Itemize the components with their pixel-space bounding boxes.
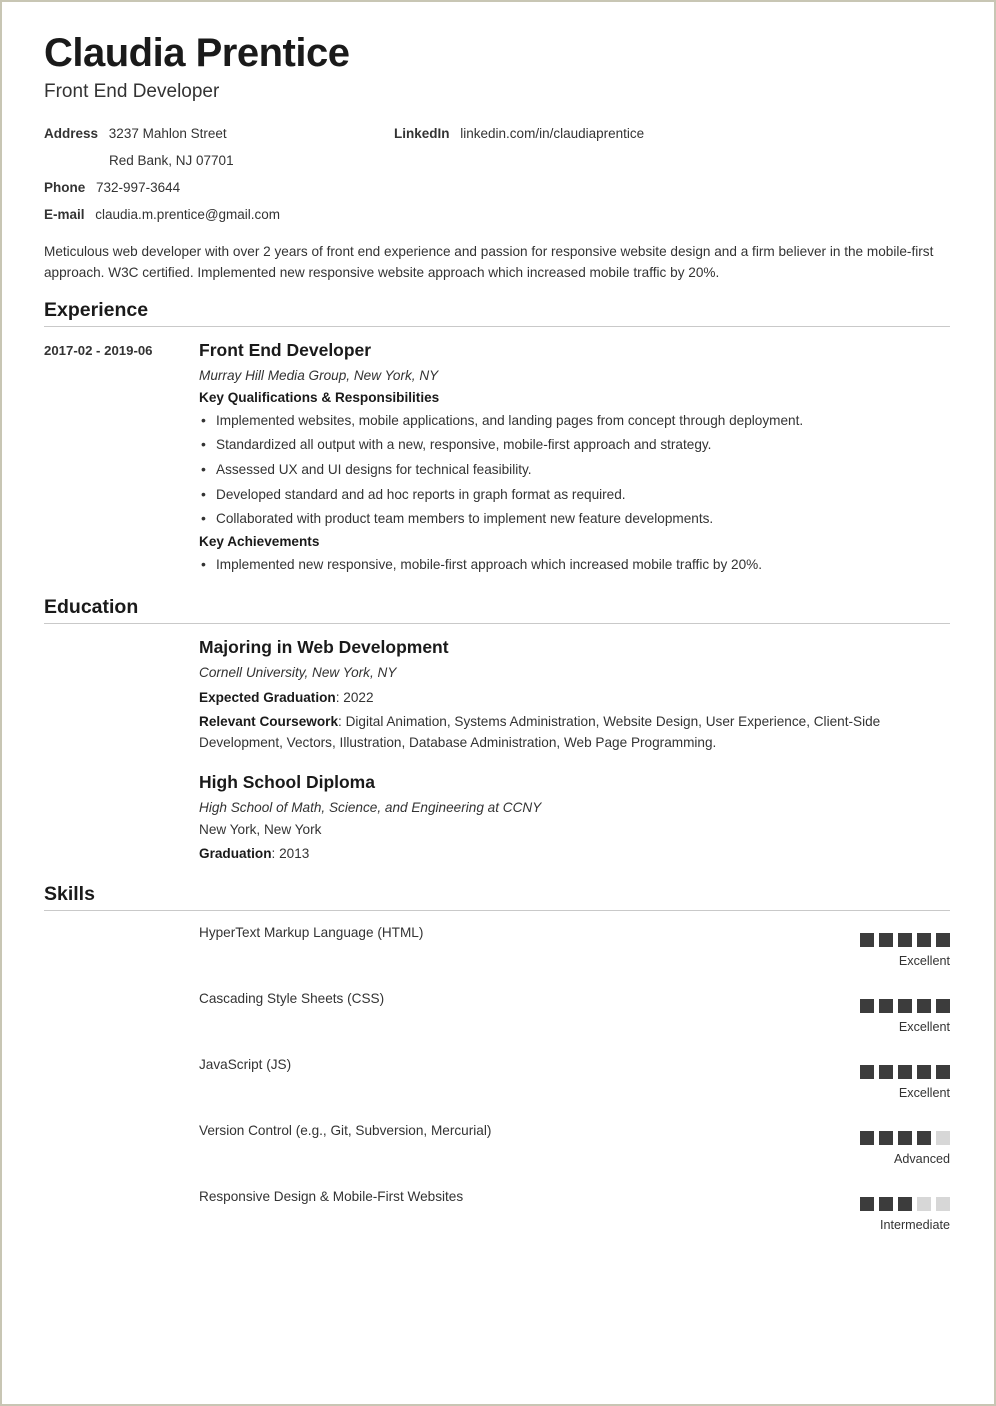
rating-square [860,1131,874,1145]
education-location: New York, New York [199,821,322,837]
rating-square [898,1197,912,1211]
rating-square [860,999,874,1013]
education-section-title: Education [44,595,139,618]
rating-square [879,933,893,947]
skill-name: HyperText Markup Language (HTML) [199,924,424,940]
skills-section [44,883,950,1232]
address-label: Address [44,126,99,142]
skill-level-label: Intermediate [879,1217,950,1232]
skill-rating [770,1122,950,1166]
linkedin-value[interactable]: linkedin.com/in/claudiaprentice [460,126,645,142]
address-value-line2: Red Bank, NJ 07701 [109,153,234,169]
experience-dates: 2017-02 - 2019-06 [44,342,153,358]
education-school: High School of Math, Science, and Engineering at CCNY [199,799,542,815]
list-item: • Assessed UX and UI designs for technical feasibility. [199,460,950,481]
contact-email [44,208,394,223]
contact-linkedin [394,127,644,142]
linkedin-label: LinkedIn [394,126,450,142]
contact-block [44,127,950,222]
skill-row [44,990,950,1034]
skill-level-label: Excellent [898,1085,950,1100]
rating-square [898,999,912,1013]
education-graduation [199,843,950,864]
contact-address [44,127,394,142]
resume-header [44,32,950,223]
list-item: • Implemented websites, mobile applications, and landing pages from concept through deployment. [199,411,950,432]
experience-role: Front End Developer [199,339,372,360]
education-section [44,596,950,867]
education-dates-spacer [44,772,199,775]
rating-square [917,999,931,1013]
contact-phone [44,181,394,196]
skill-rating-squares [855,1131,950,1145]
experience-achievements-list [199,555,950,576]
list-item: • Implemented new responsive, mobile-first approach which increased mobile traffic by 20%. [199,555,950,576]
rating-square [860,933,874,947]
education-entry-college [44,637,950,756]
education-coursework-value: : Digital Animation, Systems Administration, Website Design, User Experience, Client-Side Development, Vectors, Illustration, Database Administration, Web Page Programming. [199,713,881,750]
education-degree: High School Diploma [199,771,375,792]
phone-label: Phone [44,179,86,195]
list-item: • Collaborated with product team members to implement new feature developments. [199,509,950,530]
skill-row [44,1122,950,1166]
skill-name: Responsive Design & Mobile-First Websites [199,1188,464,1204]
skills-section-title: Skills [44,882,95,905]
professional-summary: Meticulous web developer with over 2 years of front end experience and passion for responsive website design and a firm believer in the mobile-first approach. W3C certified. Implemented new responsive website approach which increased mobile traffic by 20%. [44,243,934,280]
rating-square [917,1131,931,1145]
rating-square [917,1197,931,1211]
contact-row-phone [44,181,950,196]
rating-square [879,1131,893,1145]
rating-square [879,1065,893,1079]
address-value-line1: 3237 Mahlon Street [108,126,227,142]
education-degree: Majoring in Web Development [199,636,449,657]
rating-square [917,933,931,947]
rating-square [898,1065,912,1079]
skill-rating-squares [855,1065,950,1079]
email-label: E-mail [44,206,85,222]
experience-details [199,340,950,580]
education-school: Cornell University, New York, NY [199,664,397,680]
contact-row-address-linkedin [44,127,950,142]
education-dates-spacer [44,637,199,640]
rating-square [860,1065,874,1079]
candidate-job-title: Front End Developer [44,81,220,103]
experience-section-title: Experience [44,298,149,321]
rating-square [898,1131,912,1145]
education-entry-highschool [44,772,950,867]
education-graduation-label: Graduation [199,845,272,861]
rating-square [917,1065,931,1079]
skills-divider [44,910,950,911]
skill-row [44,1188,950,1232]
experience-divider [44,326,950,327]
education-details [199,637,950,756]
experience-qualifications-heading: Key Qualifications & Responsibilities [199,389,440,405]
skill-name: Cascading Style Sheets (CSS) [199,990,385,1006]
rating-square [879,1197,893,1211]
skill-level-label: Advanced [893,1151,950,1166]
skill-rating [770,1056,950,1100]
skill-level-label: Excellent [898,1019,950,1034]
rating-square [936,999,950,1013]
education-divider [44,623,950,624]
phone-value: 732-997-3644 [96,179,181,195]
rating-square [936,933,950,947]
experience-qualifications-list [199,411,950,530]
candidate-name: Claudia Prentice [44,31,350,75]
rating-square [860,1197,874,1211]
rating-square [879,999,893,1013]
education-graduation-value: : 2013 [271,845,310,861]
education-graduation [199,687,950,708]
skill-rating [770,924,950,968]
skill-rating-squares [855,933,950,947]
education-graduation-value: : 2022 [335,689,374,705]
experience-section [44,299,950,580]
education-coursework-label: Relevant Coursework [199,713,339,729]
rating-square [936,1197,950,1211]
list-item: • Standardized all output with a new, responsive, mobile-first approach and strategy. [199,435,950,456]
skill-rating [770,1188,950,1232]
education-graduation-label: Expected Graduation [199,689,336,705]
education-details [199,772,950,867]
skill-rating [770,990,950,1034]
skill-name: Version Control (e.g., Git, Subversion, Mercurial) [199,1122,492,1138]
rating-square [898,933,912,947]
contact-row-email [44,208,950,223]
skill-rating-squares [855,1197,950,1211]
rating-square [936,1131,950,1145]
email-value[interactable]: claudia.m.prentice@gmail.com [95,206,281,222]
experience-company: Murray Hill Media Group, New York, NY [199,367,439,383]
skill-row [44,1056,950,1100]
skill-row [44,924,950,968]
list-item: • Developed standard and ad hoc reports in graph format as required. [199,485,950,506]
skill-level-label: Excellent [898,953,950,968]
resume-content [2,2,994,1232]
skill-rating-squares [855,999,950,1013]
experience-achievements-heading: Key Achievements [199,533,320,549]
experience-entry [44,340,950,580]
education-coursework [199,711,950,753]
rating-square [936,1065,950,1079]
skill-name: JavaScript (JS) [199,1056,292,1072]
